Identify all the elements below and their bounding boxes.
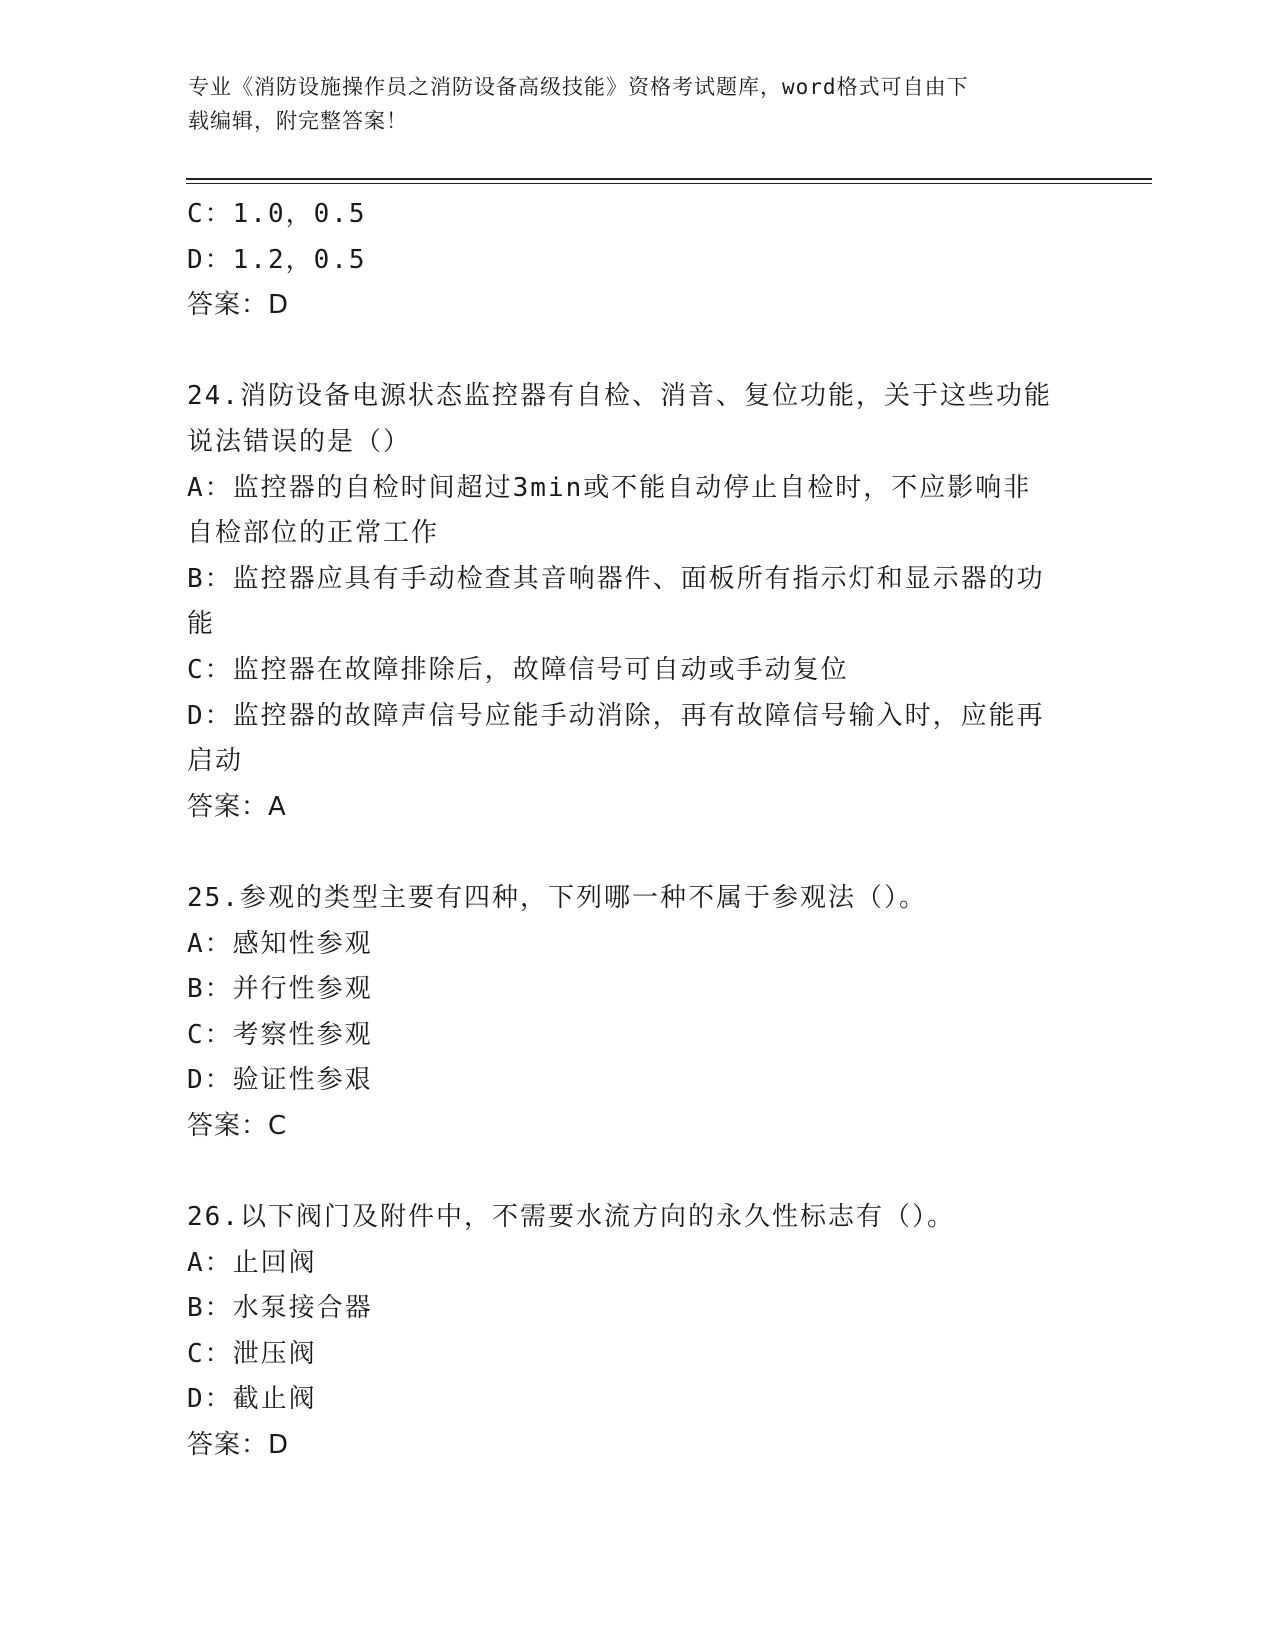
question-content	[187, 192, 1087, 1469]
question-24	[187, 374, 1087, 830]
answer-line: 答案：A	[187, 791, 287, 822]
option-b: B：监控器应具有手动检查其音响器件、面板所有指示灯和显示器的功	[187, 563, 1045, 594]
option-c: C：1.0，0.5	[187, 199, 367, 229]
option-a-continued: 自检部位的正常工作	[187, 518, 440, 549]
header-divider-thin	[186, 183, 1152, 184]
question-stem-line: 24.消防设备电源状态监控器有自检、消音、复位功能，关于这些功能	[187, 381, 1052, 412]
option-b: B：水泵接合器	[187, 1293, 373, 1324]
document-header	[188, 70, 1068, 138]
question-stem-line: 说法错误的是（）	[187, 426, 412, 457]
option-a: A：监控器的自检时间超过3min或不能自动停止自检时，不应影响非	[187, 472, 1032, 503]
option-c: C：考察性参观	[187, 1019, 373, 1050]
option-d-continued: 启动	[187, 746, 244, 777]
previous-question-tail	[187, 192, 1087, 329]
option-d: D：截止阀	[187, 1384, 317, 1415]
question-stem-line: 26.以下阀门及附件中，不需要水流方向的永久性标志有（）。	[187, 1202, 955, 1233]
option-d: D：监控器的故障声信号应能手动消除，再有故障信号输入时，应能再	[187, 700, 1045, 731]
option-d: D：验证性参艰	[187, 1065, 373, 1096]
question-25	[187, 876, 1087, 1150]
option-a: A：感知性参观	[187, 928, 373, 959]
header-divider-thick	[186, 178, 1152, 180]
option-c: C：泄压阀	[187, 1338, 317, 1369]
option-d: D：1.2，0.5	[187, 244, 367, 275]
answer-line: 答案：D	[187, 1430, 290, 1461]
option-c: C：监控器在故障排除后，故障信号可自动或手动复位	[187, 654, 849, 685]
question-stem-line: 25.参观的类型主要有四种，下列哪一种不属于参观法（）。	[187, 882, 927, 913]
question-26	[187, 1195, 1087, 1469]
option-b-continued: 能	[187, 609, 216, 640]
option-a: A：止回阀	[187, 1247, 317, 1278]
answer-line: 答案：D	[187, 290, 290, 321]
option-b: B：并行性参观	[187, 974, 373, 1005]
header-line-2: 载编辑，附完整答案！	[188, 109, 408, 133]
answer-line: 答案：C	[187, 1110, 288, 1141]
header-line-1: 专业《消防设施操作员之消防设备高级技能》资格考试题库，word格式可自由下	[188, 75, 969, 99]
